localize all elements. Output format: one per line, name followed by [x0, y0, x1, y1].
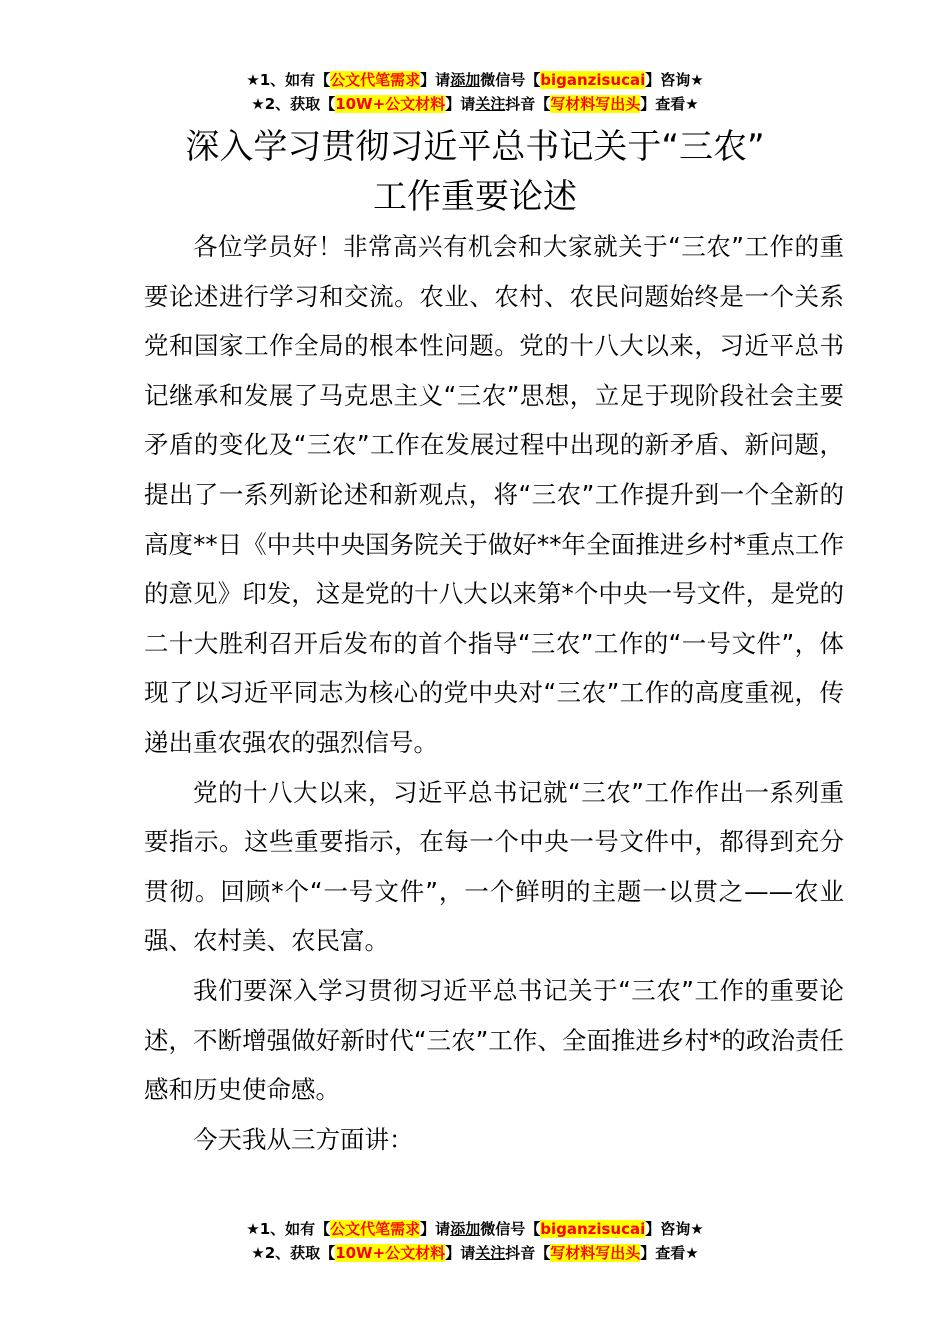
paragraph: 各位学员好！非常高兴有机会和大家就关于“三农”工作的重要论述进行学习和交流。农业、农村、农民问题始终是一个关系党和国家工作全局的根本性问题。党的十八大以来，习近平总书记继承和发展了马克思主义“三农”思想，立足于现阶段社会主要矛盾的变化及“三农”工作在发展过程中出现的新矛盾、新问题，提出了一系列新论述和新观点，将“三农”工作提升到一个全新的高度**日《中共中央国务院关于做好**年全面推进乡村*重点工作的意见》印发，这是党的十八大以来第*个中央一号文件，是党的二十大胜利召开后发布的首个指导“三农”工作的“一号文件”，体现了以习近平同志为核心的党中央对“三农”工作的高度重视，传递出重农强农的强烈信号。: [144, 232, 844, 757]
paragraph: 我们要深入学习贯彻习近平总书记关于“三农”工作的重要论述，不断增强做好新时代“三农”工作、全面推进乡村*的政治责任感和历史使命感。: [144, 975, 844, 1105]
promo-underlined: 添加: [450, 71, 481, 89]
promo-text: 抖音【: [505, 1244, 551, 1262]
promo-highlight: 10W+公文材料: [335, 1244, 446, 1262]
promo-text: 】咨询★: [645, 1220, 704, 1238]
promo-highlight: 公文代笔需求: [330, 1220, 421, 1238]
promo-underlined: 添加: [450, 1220, 481, 1238]
promo-line-2: [0, 1241, 950, 1265]
document-title: [100, 122, 850, 222]
promo-highlight: biganzisucai: [540, 1220, 646, 1238]
promo-text: 】查看★: [640, 95, 699, 113]
promo-banner-top: [0, 68, 950, 116]
paragraph: 今天我从三方面讲：: [193, 1124, 414, 1154]
promo-text: 微信号【: [480, 71, 541, 89]
promo-text: 微信号【: [480, 1220, 541, 1238]
promo-text: 】咨询★: [645, 71, 704, 89]
document-body: [144, 222, 844, 1164]
title-line-2: 工作重要论述: [373, 177, 577, 217]
promo-line-1: [0, 68, 950, 92]
promo-text: 】请: [420, 1220, 451, 1238]
promo-highlight: 写材料写出头: [550, 95, 641, 113]
promo-text: ★2、获取【: [251, 1244, 336, 1262]
promo-line-1: [0, 1217, 950, 1241]
promo-underlined: 关注: [475, 1244, 506, 1262]
promo-underlined: 关注: [475, 95, 506, 113]
promo-banner-bottom: [0, 1217, 950, 1265]
promo-text: ★1、如有【: [246, 1220, 331, 1238]
title-line-1: 深入学习贯彻习近平总书记关于“三农”: [185, 127, 765, 167]
promo-text: ★1、如有【: [246, 71, 331, 89]
promo-line-2: [0, 92, 950, 116]
promo-highlight: 写材料写出头: [550, 1244, 641, 1262]
promo-highlight: biganzisucai: [540, 71, 646, 89]
promo-text: 】请: [445, 95, 476, 113]
promo-highlight: 10W+公文材料: [335, 95, 446, 113]
promo-text: 】请: [420, 71, 451, 89]
promo-text: 】查看★: [640, 1244, 699, 1262]
promo-text: 】请: [445, 1244, 476, 1262]
promo-highlight: 公文代笔需求: [330, 71, 421, 89]
paragraph: 党的十八大以来，习近平总书记就“三农”工作作出一系列重要指示。这些重要指示，在每一个中央一号文件中，都得到充分贯彻。回顾*个“一号文件”，一个鲜明的主题一以贯之——农业强、农村美、农民富。: [144, 777, 844, 956]
promo-text: 抖音【: [505, 95, 551, 113]
promo-text: ★2、获取【: [251, 95, 336, 113]
